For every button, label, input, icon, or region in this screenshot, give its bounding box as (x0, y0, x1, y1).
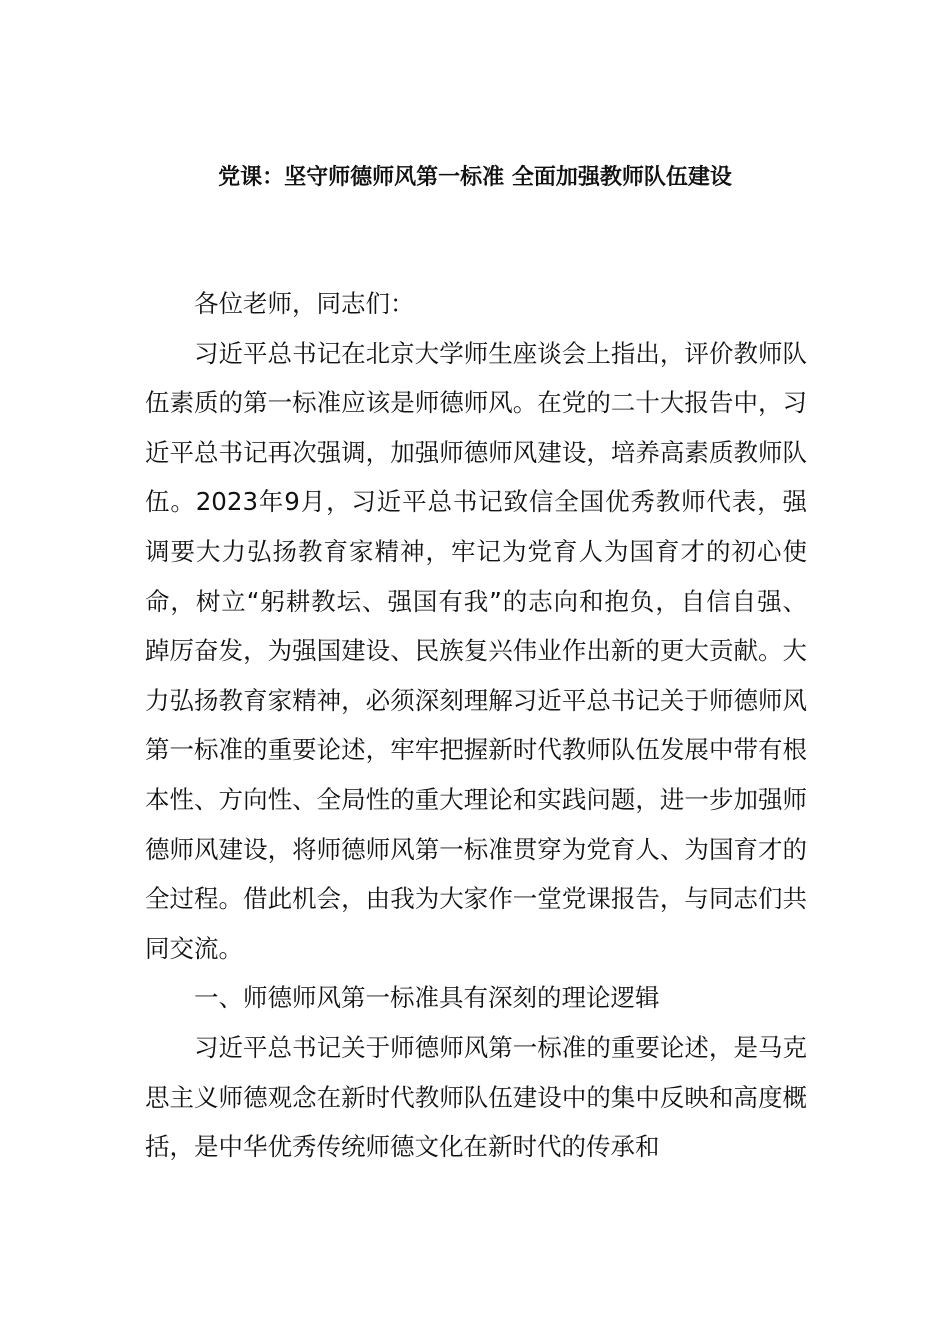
salutation-paragraph: 各位老师，同志们： (194, 289, 415, 318)
document-title: 党课：坚守师德师风第一标准 全面加强教师队伍建设 (218, 165, 732, 190)
document-body (145, 279, 807, 1172)
section-heading-1: 一、师德师风第一标准具有深刻的理论逻辑 (194, 983, 660, 1013)
section-1-paragraph: 习近平总书记关于师德师风第一标准的重要论述，是马克思主义师德观念在新时代教师队伍建设中的集中反映和高度概括，是中华优秀传统师德文化在新时代的传承和 (145, 1032, 807, 1162)
intro-paragraph: 习近平总书记在北京大学师生座谈会上指出，评价教师队伍素质的第一标准应该是师德师风。在党的二十大报告中，习近平总书记再次强调，加强师德师风建设，培养高素质教师队伍。2023年9月，习近平总书记致信全国优秀教师代表，强调要大力弘扬教育家精神，牢记为党育人为国育才的初心使命，树立“躬耕教坛、强国有我”的志向和抱负，自信自强、踔厉奋发，为强国建设、民族复兴伟业作出新的更大贡献。大力弘扬教育家精神，必须深刻理解习近平总书记关于师德师风第一标准的重要论述，牢牢把握新时代教师队伍发展中带有根本性、方向性、全局性的重大理论和实践问题，进一步加强师德师风建设，将师德师风第一标准贯穿为党育人、为国育才的全过程。借此机会，由我为大家作一堂党课报告，与同志们共同交流。 (145, 338, 807, 963)
